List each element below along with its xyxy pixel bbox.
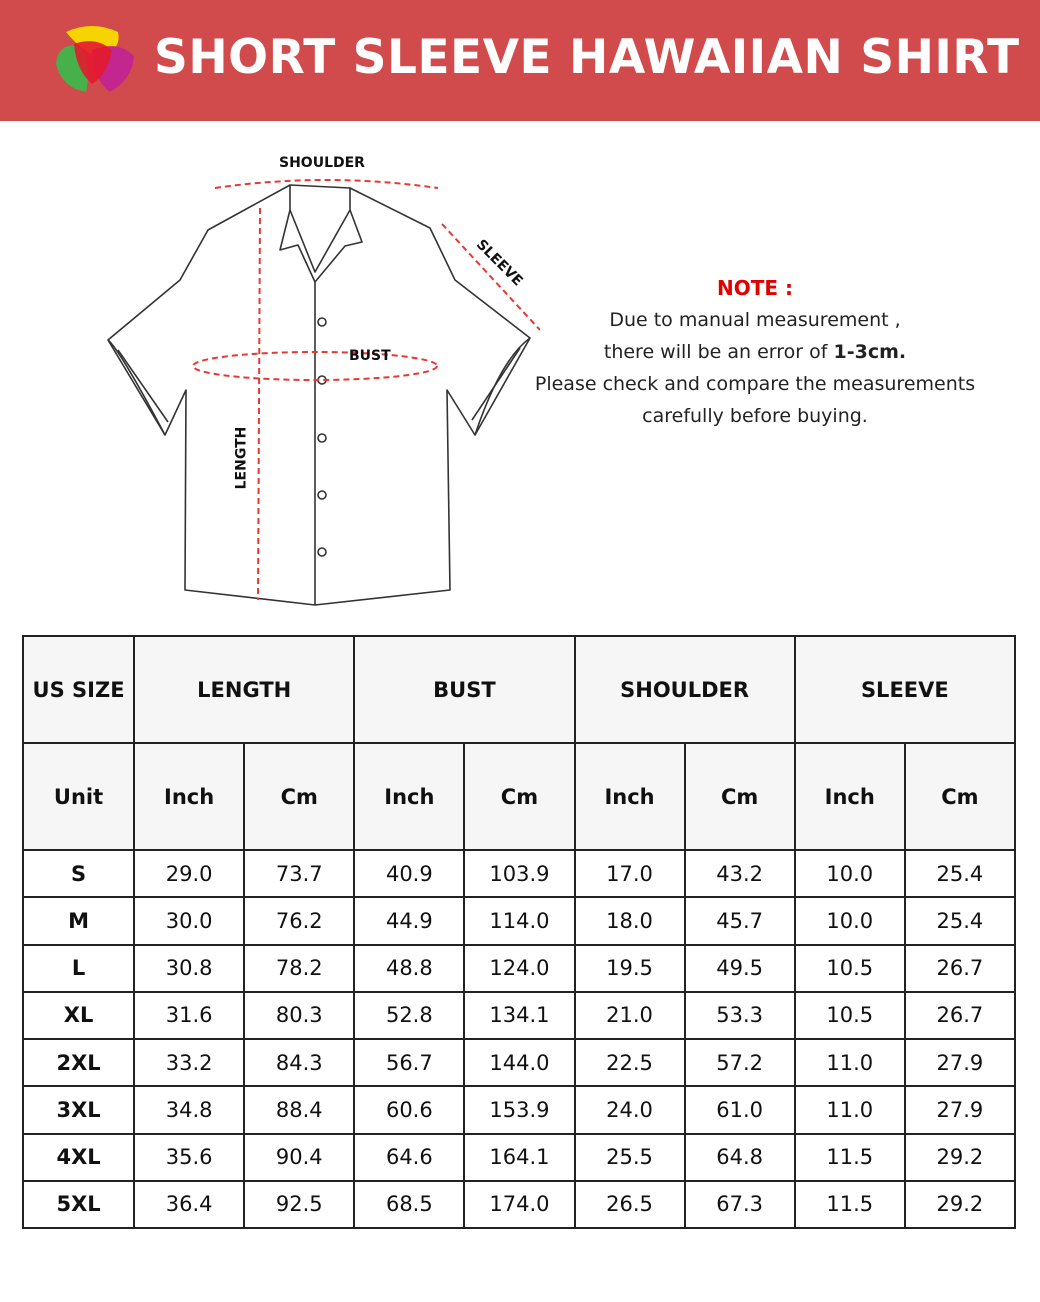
measurement-cell: 124.0 [464,945,574,992]
table-group-header-row [23,636,1015,743]
measurement-cell: 90.4 [244,1134,354,1181]
size-cell: M [23,897,134,944]
measurement-cell: 60.6 [354,1086,464,1133]
measurement-cell: 73.7 [244,850,354,897]
measurement-cell: 22.5 [575,1039,685,1086]
unit-header: Unit [23,743,134,850]
unit-cell: Cm [905,743,1015,850]
measurement-cell: 19.5 [575,945,685,992]
measurement-cell: 153.9 [464,1086,574,1133]
measurement-cell: 21.0 [575,992,685,1039]
measurement-cell: 35.6 [134,1134,244,1181]
measurement-cell: 25.4 [905,897,1015,944]
size-cell: L [23,945,134,992]
size-cell: XL [23,992,134,1039]
measurement-cell: 11.0 [795,1086,905,1133]
note-line-2 [520,336,990,368]
measurement-cell: 64.8 [685,1134,795,1181]
size-chart-table [22,635,1016,1229]
size-cell: 4XL [23,1134,134,1181]
measurement-cell: 26.7 [905,992,1015,1039]
measurement-cell: 29.2 [905,1181,1015,1228]
measurement-cell: 31.6 [134,992,244,1039]
measurement-cell: 26.5 [575,1181,685,1228]
measurement-cell: 56.7 [354,1039,464,1086]
table-row [23,1086,1015,1133]
measurement-cell: 18.0 [575,897,685,944]
measurement-cell: 25.5 [575,1134,685,1181]
measurement-cell: 114.0 [464,897,574,944]
measurement-cell: 49.5 [685,945,795,992]
measurement-cell: 11.0 [795,1039,905,1086]
table-row [23,945,1015,992]
measurement-cell: 29.2 [905,1134,1015,1181]
measurement-cell: 53.3 [685,992,795,1039]
length-label: LENGTH [233,426,250,490]
unit-cell: Cm [464,743,574,850]
measurement-cell: 10.0 [795,850,905,897]
measurement-cell: 103.9 [464,850,574,897]
measurement-cell: 36.4 [134,1181,244,1228]
page-title: SHORT SLEEVE HAWAIIAN SHIRT [154,30,1020,85]
note-box [520,272,990,432]
measurement-cell: 27.9 [905,1039,1015,1086]
unit-cell: Inch [134,743,244,850]
measurement-cell: 45.7 [685,897,795,944]
note-line-3: Please check and compare the measurements [534,373,976,395]
measurement-cell: 67.3 [685,1181,795,1228]
note-title: NOTE : [716,276,793,300]
measurement-cell: 88.4 [244,1086,354,1133]
measurement-cell: 52.8 [354,992,464,1039]
measurement-cell: 164.1 [464,1134,574,1181]
measurement-cell: 68.5 [354,1181,464,1228]
measurement-cell: 30.0 [134,897,244,944]
unit-cell: Cm [685,743,795,850]
shirt-diagram [100,150,540,610]
sleeve-header: SLEEVE [795,636,1015,743]
brand-logo-icon [52,22,138,98]
measurement-cell: 33.2 [134,1039,244,1086]
unit-cell: Inch [795,743,905,850]
table-row [23,897,1015,944]
measurement-cell: 29.0 [134,850,244,897]
measurement-cell: 10.5 [795,945,905,992]
header-banner [0,0,1040,121]
note-error-range: 1-3cm. [833,341,907,363]
table-row [23,1181,1015,1228]
size-cell: 2XL [23,1039,134,1086]
size-cell: 5XL [23,1181,134,1228]
note-line-1: Due to manual measurement , [609,309,901,331]
unit-cell: Inch [575,743,685,850]
table-row [23,850,1015,897]
measurement-cell: 26.7 [905,945,1015,992]
measurement-cell: 78.2 [244,945,354,992]
measurement-cell: 64.6 [354,1134,464,1181]
measurement-cell: 24.0 [575,1086,685,1133]
bust-header: BUST [354,636,574,743]
measurement-cell: 80.3 [244,992,354,1039]
table-unit-header-row [23,743,1015,850]
measurement-cell: 27.9 [905,1086,1015,1133]
size-rows [23,850,1015,1228]
measurement-cell: 34.8 [134,1086,244,1133]
measurement-cell: 40.9 [354,850,464,897]
measurement-cell: 44.9 [354,897,464,944]
measurement-cell: 76.2 [244,897,354,944]
measurement-cell: 11.5 [795,1134,905,1181]
measurement-cell: 30.8 [134,945,244,992]
length-header: LENGTH [134,636,354,743]
measurement-cell: 134.1 [464,992,574,1039]
bust-label: BUST [349,348,391,364]
table-row [23,1134,1015,1181]
table-row [23,992,1015,1039]
shoulder-label: SHOULDER [279,155,365,171]
measurement-cell: 57.2 [685,1039,795,1086]
shoulder-header: SHOULDER [575,636,795,743]
measurement-cell: 43.2 [685,850,795,897]
unit-cell: Inch [354,743,464,850]
measurement-cell: 84.3 [244,1039,354,1086]
measurement-cell: 17.0 [575,850,685,897]
size-cell: 3XL [23,1086,134,1133]
size-cell: S [23,850,134,897]
measurement-cell: 92.5 [244,1181,354,1228]
table-row [23,1039,1015,1086]
sleeve-label: SLEEVE [472,236,526,290]
note-line-4: carefully before buying. [642,405,868,427]
measurement-cell: 61.0 [685,1086,795,1133]
measurement-cell: 10.5 [795,992,905,1039]
measurement-cell: 144.0 [464,1039,574,1086]
measurement-cell: 11.5 [795,1181,905,1228]
measurement-cell: 10.0 [795,897,905,944]
measurement-cell: 174.0 [464,1181,574,1228]
measurement-cell: 48.8 [354,945,464,992]
unit-cell: Cm [244,743,354,850]
measurement-cell: 25.4 [905,850,1015,897]
us-size-header: US SIZE [23,636,134,743]
note-line-2-text: there will be an error of [603,341,834,363]
